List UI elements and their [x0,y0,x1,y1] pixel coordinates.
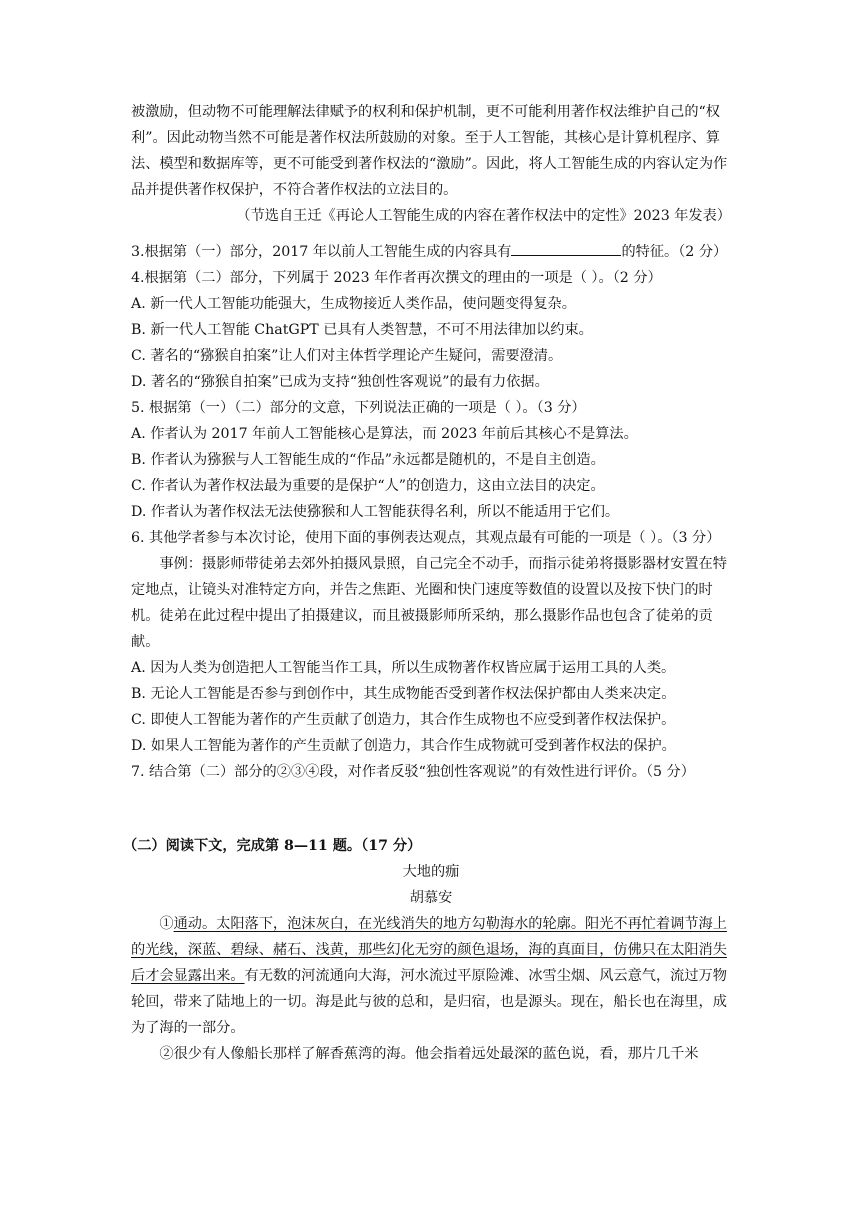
q6-option-a: A. 因为人类为创造把人工智能当作工具，所以生成物著作权皆应属于运用工具的人类。 [131,660,676,676]
q6-option-d: D. 如果人工智能为著作的产生贡献了创造力，其合作生成物就可受到著作权法的保护。 [131,738,676,754]
q3-suffix: 的特征。（2 分） [621,244,728,260]
exam-page [123,99,731,1067]
q4-option-d: D. 著名的“猕猴自拍案”已成为支持“独创性客观说”的最有力依据。 [131,374,549,390]
article-paragraph-1 [131,911,731,1041]
q4-option-b: B. 新一代人工智能 ChatGPT 已具有人类智慧，不可不用法律加以约束。 [131,322,593,338]
question-6-stem: 6. 其他学者参与本次讨论，使用下面的事例表达观点，其观点最有可能的一项是（ ）。（3 分） [131,530,721,546]
underlined-sentence: 通动。太阳落下，泡沫灰白，在光线消失的地方勾勒海水的轮廓。阳光不再忙着调节海上的光线，深蓝、碧绿、赭石、浅黄，那些幻化无穷的颜色退场，海的真面目，仿佛只在太阳消失后才会显露出来。 [131,916,727,984]
answer-blank[interactable] [511,241,621,256]
question-3 [131,239,731,265]
article-title: 大地的痂 [402,864,460,880]
q4-option-a: A. 新一代人工智能功能强大，生成物接近人类作品，使问题变得复杂。 [131,296,576,312]
q5-option-a: A. 作者认为 2017 年前人工智能核心是算法，而 2023 年前后其核心不是算法。 [131,426,638,442]
q6-option-c: C. 即使人工智能为著作的产生贡献了创造力，其合作生成物也不应受到著作权法保护。 [131,712,676,728]
question-7: 7. 结合第（二）部分的②③④段，对作者反驳“独创性客观说”的有效性进行评价。（5 分） [131,764,695,780]
question-5-stem: 5. 根据第（一）（二）部分的文意，下列说法正确的一项是（ ）。（3 分） [131,400,586,416]
passage-text: 被激励，但动物不可能理解法律赋予的权利和保护机制，更不可能利用著作权法维护自己的“权利”。因此动物当然不可能是著作权法所鼓励的对象。至于人工智能，其核心是计算机程序、算法、模型和数据库等，更不可能受到著作权法的“激励”。因此，将人工智能生成的内容认定为作品并提供著作权保护，不符合著作权法的立法目的。 [131,104,728,198]
q5-option-c: C. 作者认为著作权法最为重要的是保护“人”的创造力，这由立法目的决定。 [131,478,605,494]
q4-option-c: C. 著名的“猕猴自拍案”让人们对主体哲学理论产生疑问，需要澄清。 [131,348,563,364]
article-paragraph-2: ②很少有人像船长那样了解香蕉湾的海。他会指着远处最深的蓝色说，看，那片几千米 [159,1046,699,1062]
q5-option-d: D. 作者认为著作权法无法使猕猴和人工智能获得名利，所以不能适用于它们。 [131,504,620,520]
section-heading: （二）阅读下文，完成第 8—11 题。（17 分） [123,838,422,854]
article-author: 胡慕安 [409,890,453,906]
q5-option-b: B. 作者认为猕猴与人工智能生成的“作品”永远都是随机的，不是自主创造。 [131,452,605,468]
question-4-stem: 4.根据第（二）部分，下列属于 2023 年作者再次撰文的理由的一项是（ ）。（2 分） [131,270,662,286]
paragraph-text: 有无数的河流通向大海，河水流过平原险滩、冰雪尘烟、风云意气，流过万物轮回，带来了陆地上的一切。海是此与彼的总和，是归宿，也是源头。现在，船长也在海里，成为了海的一部分。 [131,968,727,1036]
q6-example: 事例：摄影师带徒弟去郊外拍摄风景照，自己完全不动手，而指示徒弟将摄影器材安置在特定地点，让镜头对准特定方向，并告之焦距、光圈和快门速度等数值的设置以及按下快门的时机。徒弟在此过程中提出了拍摄建议，而且被摄影师所采纳，那么摄影作品也包含了徒弟的贡献。 [131,556,727,650]
q6-option-b: B. 无论人工智能是否参与到创作中，其生成物能否受到著作权法保护都由人类来决定。 [131,686,676,702]
passage-source: （节选自王迁《再论人工智能生成的内容在著作权法中的定性》2023 年发表） [236,208,731,224]
q3-text: 3.根据第（一）部分，2017 年以前人工智能生成的内容具有 [131,244,512,260]
paragraph-number: ① [159,916,174,932]
